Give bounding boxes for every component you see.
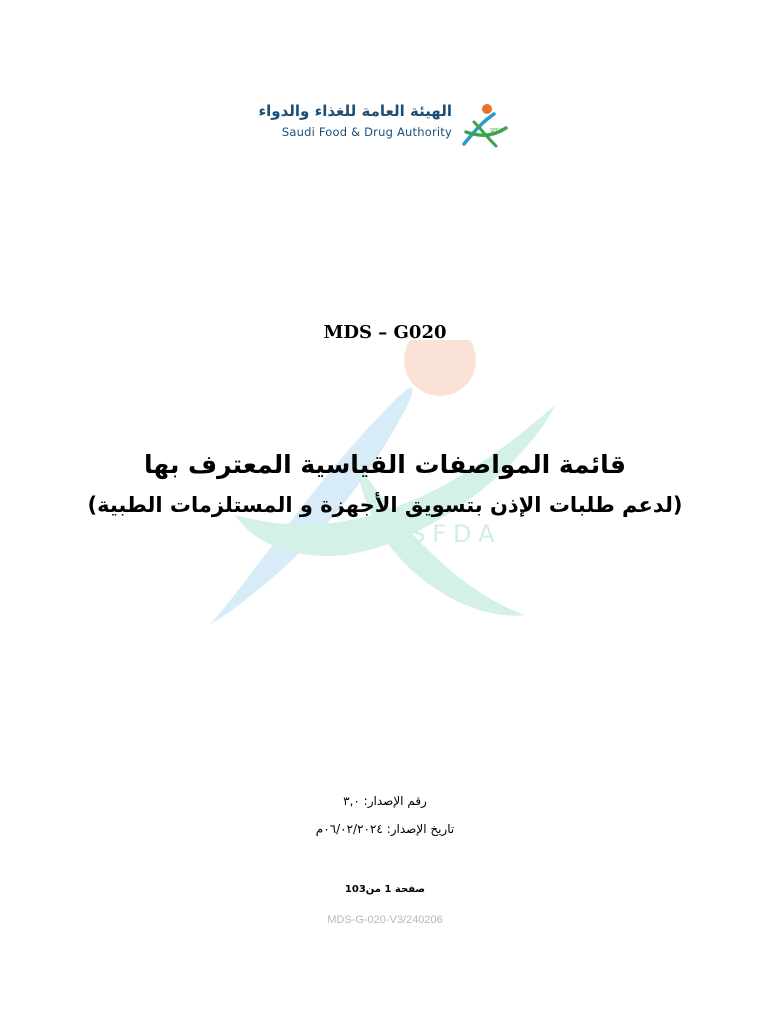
document-title: قائمة المواصفات القياسية المعترف بها bbox=[144, 450, 626, 479]
page-number: صفحة 1 من103 bbox=[344, 884, 426, 895]
logo-name-arabic: الهيئة العامة للغذاء والدواء bbox=[258, 102, 452, 120]
document-subtitle: (لدعم طلبات الإذن بتسويق الأجهزة و المستلزمات الطبية) bbox=[87, 493, 683, 517]
watermark-text: SFDA bbox=[410, 520, 502, 548]
sfda-watermark-graphic bbox=[195, 340, 575, 630]
version-number: رقم الإصدار: ٣,٠ bbox=[343, 794, 427, 808]
logo-name-english: Saudi Food & Drug Authority bbox=[281, 125, 452, 139]
logo-badge: SFDA bbox=[490, 128, 504, 134]
release-date: تاريخ الإصدار: ٠٦/٠٢/٢٠٢٤م bbox=[315, 822, 455, 836]
sfda-logo bbox=[258, 102, 510, 150]
sfda-emblem-icon bbox=[460, 102, 510, 150]
document-reference: MDS-G-020-V3/240206 bbox=[327, 914, 443, 926]
document-code: MDS – G020 bbox=[323, 322, 447, 343]
